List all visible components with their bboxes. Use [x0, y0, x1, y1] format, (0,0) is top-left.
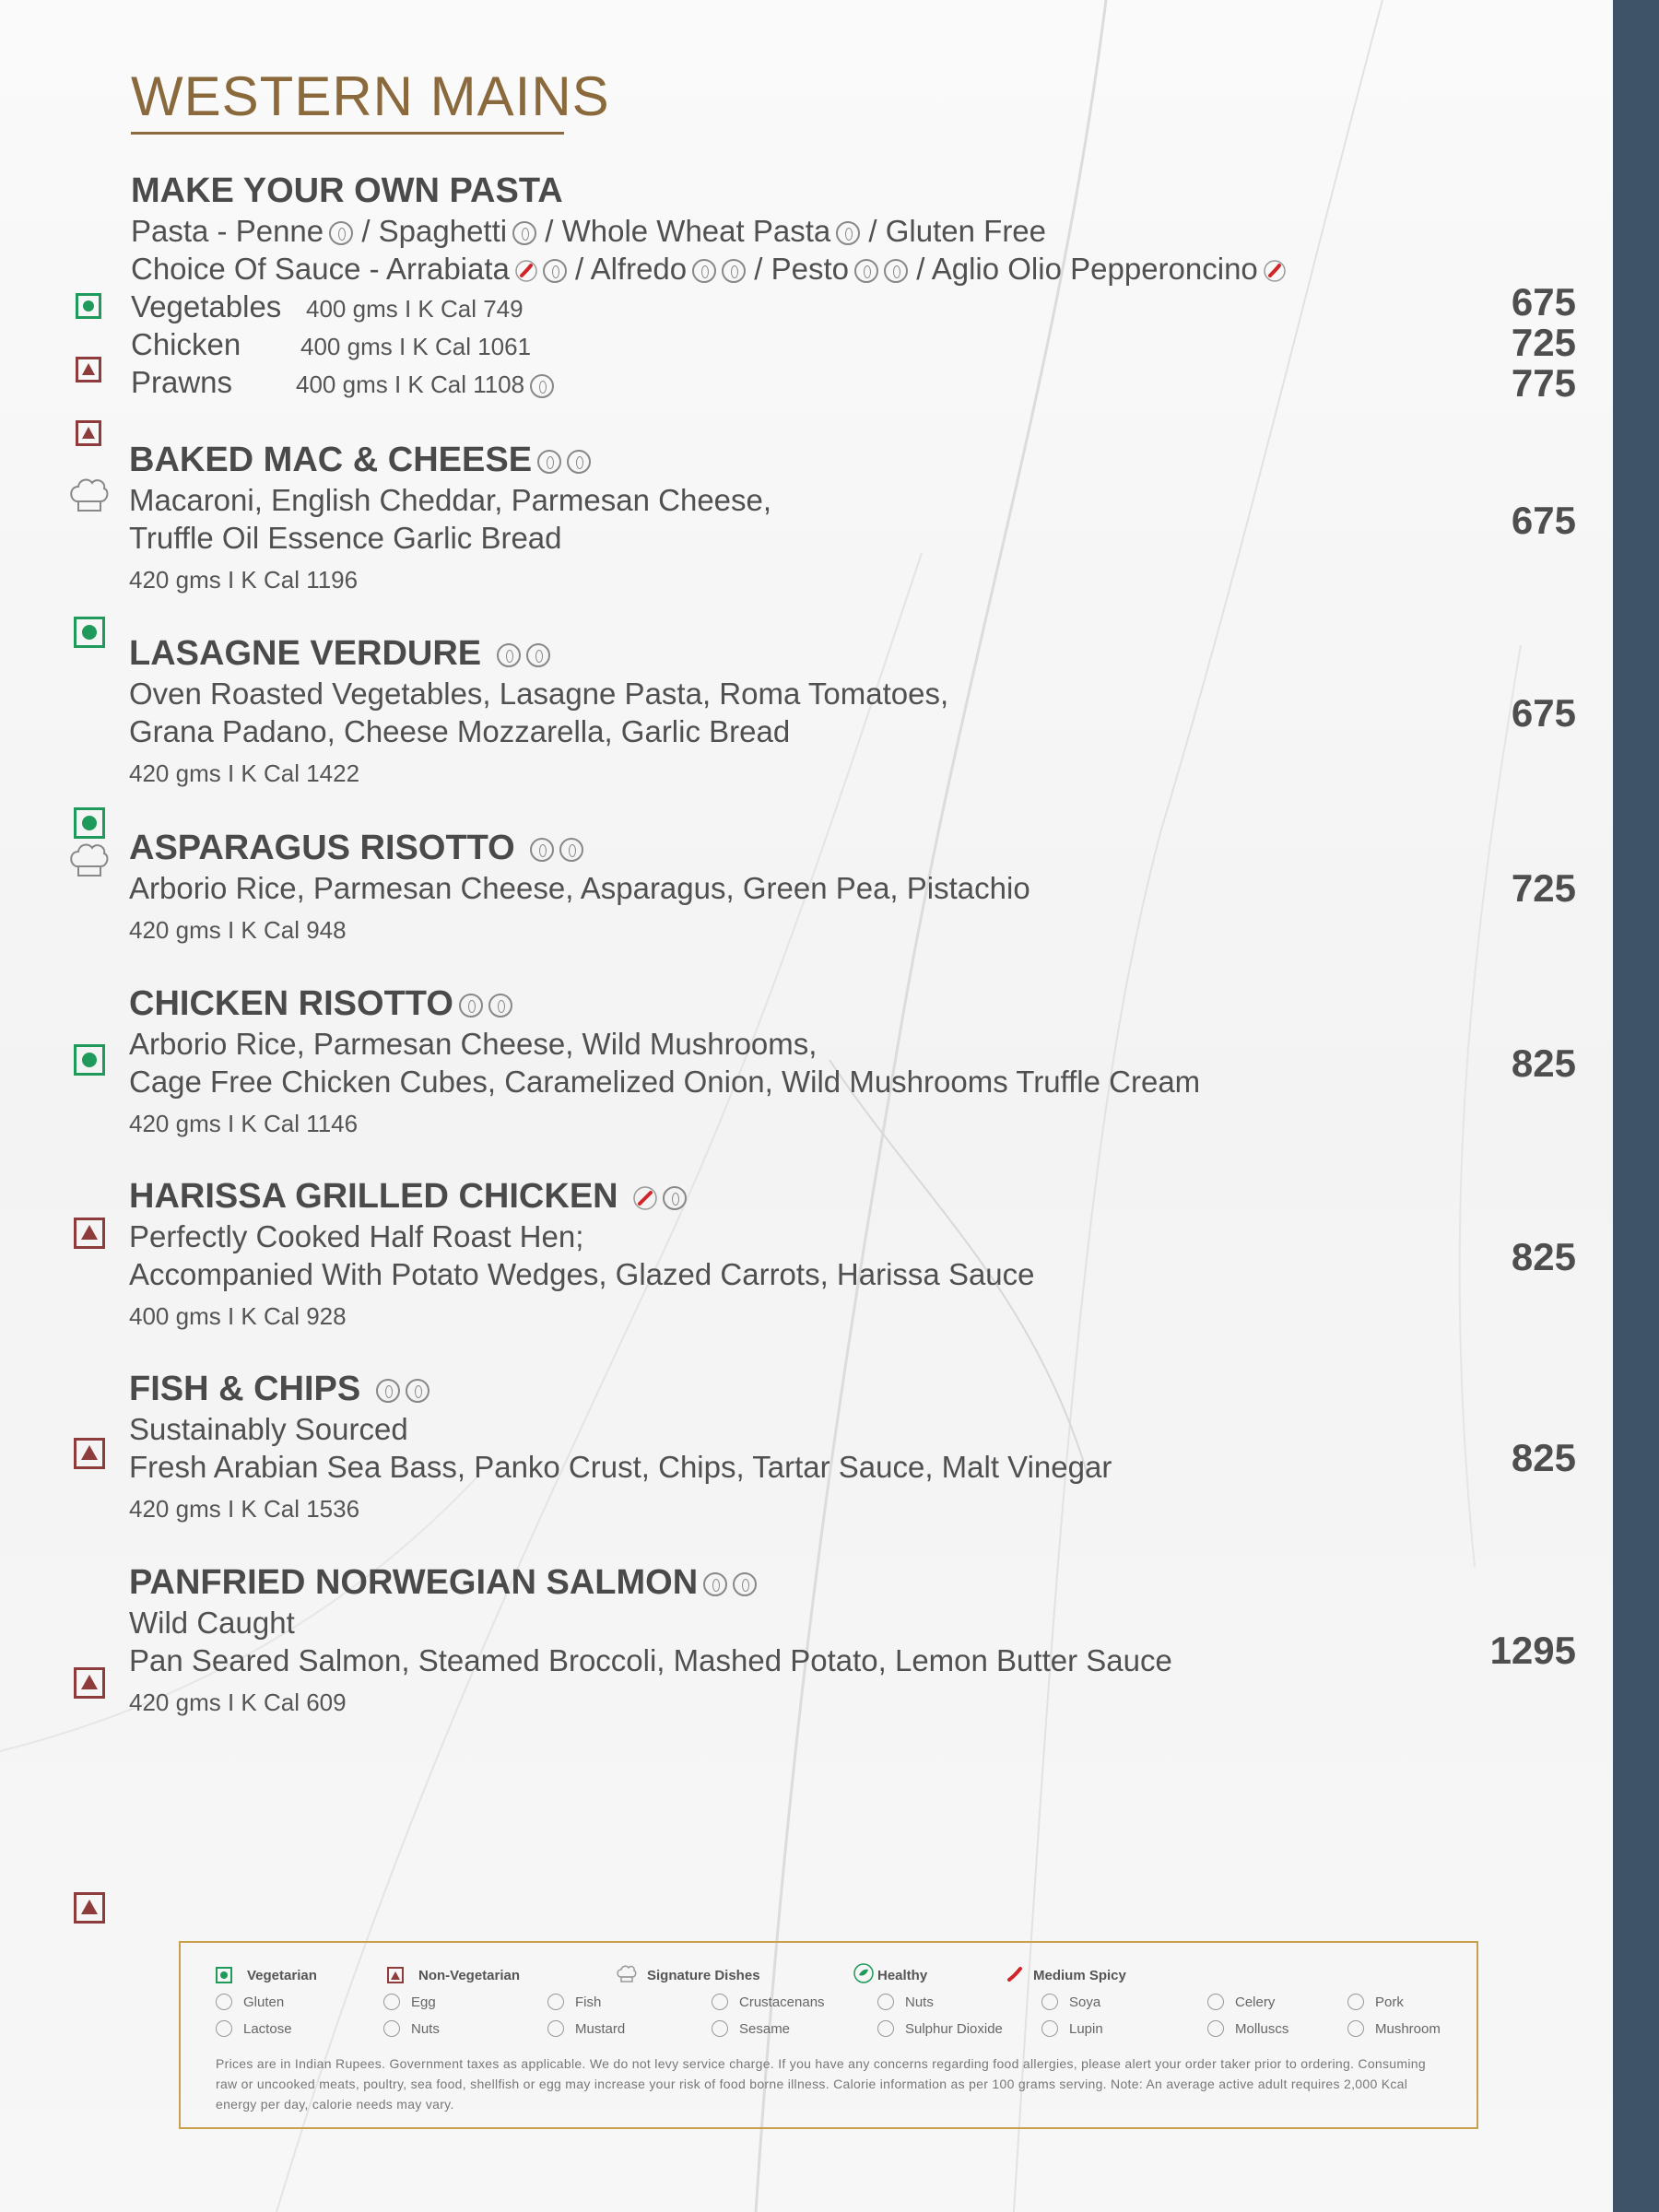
- title-underline: [131, 132, 564, 135]
- sauce-alfredo: / Alfredo: [575, 252, 688, 286]
- sidebar-stripe: [1613, 0, 1659, 2212]
- veg-marker: [76, 293, 101, 319]
- option-chicken-price: 725: [1511, 321, 1576, 364]
- legend-allergen: Lupin: [1069, 2021, 1103, 2037]
- legend-allergen: Fish: [575, 1994, 602, 2010]
- sauce-pesto: / Pesto: [754, 252, 850, 286]
- nonveg-marker: [76, 357, 101, 382]
- dish-price: 675: [1511, 499, 1576, 542]
- lactose-icon: [543, 259, 567, 283]
- molluscs-icon: [1207, 2020, 1224, 2037]
- veg-marker: [74, 807, 105, 839]
- dish-desc: Arborio Rice, Parmesan Cheese, Wild Mushrooms,: [129, 1027, 818, 1061]
- dish-meta: 420 gms I K Cal 1536: [129, 1495, 360, 1523]
- gluten-icon: [216, 1994, 232, 2010]
- legend-allergen: Egg: [411, 1994, 436, 2010]
- option-prawns-price: 775: [1511, 361, 1576, 405]
- legend-vegetarian: Vegetarian: [247, 1968, 317, 1983]
- mushroom-icon: [1347, 2020, 1364, 2037]
- lactose-icon: [854, 259, 878, 283]
- fish-icon: [703, 1572, 727, 1596]
- sesame-icon: [712, 2020, 728, 2037]
- lactose-icon: [530, 838, 554, 862]
- dish-title: [129, 1563, 757, 1603]
- nonveg-marker: [387, 1967, 404, 1983]
- option-prawns-meta: [296, 371, 554, 399]
- legend-allergen: Sulphur Dioxide: [905, 2021, 1003, 2037]
- option-chicken-meta: 400 gms I K Cal 1061: [300, 333, 532, 360]
- pasta-penne: Pasta - Penne: [131, 214, 324, 248]
- chili-icon: [1006, 1965, 1026, 1983]
- pasta-spaghetti: / Spaghetti: [361, 214, 508, 248]
- dish-meta: 420 gms I K Cal 948: [129, 916, 347, 944]
- nonveg-marker: [74, 1892, 105, 1924]
- crustaceans-icon: [712, 1994, 728, 2010]
- dish-price: 675: [1511, 691, 1576, 735]
- gluten-icon: [526, 643, 550, 667]
- lactose-icon: [216, 2020, 232, 2037]
- gluten-icon: [836, 221, 860, 245]
- dish-title: [129, 634, 550, 674]
- legend-allergen: Mushroom: [1375, 2021, 1441, 2037]
- lactose-icon: [537, 450, 561, 474]
- sauce-aglio: / Aglio Olio Pepperoncino: [916, 252, 1258, 286]
- veg-marker: [74, 1044, 105, 1076]
- dish-title: [129, 984, 512, 1024]
- dish-desc: Perfectly Cooked Half Roast Hen;: [129, 1219, 584, 1253]
- dish-desc: Truffle Oil Essence Garlic Bread: [129, 521, 562, 555]
- dish-meta: 400 gms I K Cal 928: [129, 1302, 347, 1330]
- veg-marker: [74, 617, 105, 648]
- dish-title-text: BAKED MAC & CHEESE: [129, 441, 533, 479]
- nuts-icon: [877, 1994, 894, 2010]
- dish-meta: 420 gms I K Cal 1196: [129, 566, 359, 594]
- legend-allergen: Gluten: [243, 1994, 285, 2010]
- dish-title-text: FISH & CHIPS: [129, 1370, 361, 1408]
- dish-title-text: CHICKEN RISOTTO: [129, 984, 453, 1023]
- legend-allergen: Nuts: [905, 1994, 934, 2010]
- option-vegetables-price: 675: [1511, 280, 1576, 324]
- crustaceans-icon: [530, 374, 554, 398]
- dish-desc: Grana Padano, Cheese Mozzarella, Garlic Bread: [129, 714, 791, 748]
- nonveg-marker: [76, 420, 101, 446]
- dish-desc: Arborio Rice, Parmesan Cheese, Asparagus, Green Pea, Pistachio: [129, 871, 1030, 905]
- nuts-icon: [559, 838, 583, 862]
- dish-meta: 420 gms I K Cal 1146: [129, 1110, 359, 1137]
- dish-price: 825: [1511, 1041, 1576, 1085]
- sulphur-dioxide-icon: [877, 2020, 894, 2037]
- nonveg-marker: [74, 1438, 105, 1469]
- dish-price: 725: [1511, 866, 1576, 910]
- pasta-title: MAKE YOUR OWN PASTA: [131, 171, 563, 210]
- pasta-gluten-free: / Gluten Free: [868, 214, 1047, 248]
- gluten-icon: [567, 450, 591, 474]
- page-title: WESTERN MAINS: [131, 65, 610, 127]
- lactose-icon: [497, 643, 521, 667]
- dish-price: 825: [1511, 1436, 1576, 1479]
- nuts-icon: [884, 259, 908, 283]
- legend-allergen: Sesame: [739, 2021, 791, 2037]
- legend-allergen: Lactose: [243, 2021, 292, 2037]
- dish-price: 825: [1511, 1235, 1576, 1278]
- chef-hat-icon: [67, 839, 110, 881]
- legend-allergen: Crustacenans: [739, 1994, 825, 2010]
- dish-desc: Accompanied With Potato Wedges, Glazed Carrots, Harissa Sauce: [129, 1257, 1035, 1291]
- dish-desc: Wild Caught: [129, 1606, 295, 1640]
- dish-price: 1295: [1489, 1629, 1576, 1672]
- lactose-icon: [692, 259, 716, 283]
- legend-notes: Prices are in Indian Rupees. Government taxes as applicable. We do not levy service charge. If you have any concerns regarding food allergies, please alert your order taker prior to ordering. Consuming raw or uncooked meats, poultry, sea food, shellfish or egg may increase your risk of food borne illness. Calorie information as per 100 grams serving. Note: An average active adult requires 2,000 Kcal energy per day, calorie needs may vary.: [216, 2056, 1426, 2112]
- dish-meta: 420 gms I K Cal 609: [129, 1688, 347, 1716]
- dish-title-text: LASAGNE VERDURE: [129, 634, 482, 673]
- legend-allergen: Soya: [1069, 1994, 1101, 2010]
- legend-non-vegetarian: Non-Vegetarian: [418, 1968, 521, 1983]
- celery-icon: [1207, 1994, 1224, 2010]
- option-prawns: Prawns: [131, 365, 233, 399]
- gluten-icon: [722, 259, 746, 283]
- nonveg-marker: [74, 1218, 105, 1249]
- gluten-icon: [329, 221, 353, 245]
- fish-icon: [406, 1379, 429, 1403]
- nonveg-marker: [74, 1667, 105, 1699]
- soya-icon: [1041, 1994, 1058, 2010]
- dish-title-text: PANFRIED NORWEGIAN SALMON: [129, 1563, 699, 1602]
- legend-spicy: Medium Spicy: [1033, 1968, 1126, 1983]
- pasta-whole-wheat: / Whole Wheat Pasta: [545, 214, 831, 248]
- legend-allergen: Nuts: [411, 2021, 440, 2037]
- dish-title: [129, 1177, 687, 1217]
- chili-icon: [1264, 260, 1286, 282]
- chili-icon: [515, 260, 537, 282]
- sauce-options-line: [131, 252, 1286, 287]
- dish-title-text: ASPARAGUS RISOTTO: [129, 829, 515, 867]
- mustard-icon: [547, 2020, 564, 2037]
- dish-meta: 420 gms I K Cal 1422: [129, 759, 360, 787]
- legend-allergen: Pork: [1375, 1994, 1404, 2010]
- chef-hat-icon: [616, 1963, 638, 1985]
- mushroom-icon: [488, 994, 512, 1018]
- legend-box: [179, 1941, 1478, 2129]
- option-chicken: Chicken: [131, 327, 241, 361]
- gluten-icon: [376, 1379, 400, 1403]
- legend-allergen: Celery: [1235, 1994, 1276, 2010]
- legend-signature: Signature Dishes: [647, 1968, 760, 1983]
- lactose-icon: [459, 994, 483, 1018]
- dish-title: [129, 441, 591, 480]
- dish-desc: Pan Seared Salmon, Steamed Broccoli, Mashed Potato, Lemon Butter Sauce: [129, 1643, 1172, 1677]
- gluten-icon: [512, 221, 536, 245]
- pork-icon: [1347, 1994, 1364, 2010]
- legend-healthy: Healthy: [877, 1968, 928, 1983]
- dish-title: [129, 829, 583, 868]
- fish-icon: [547, 1994, 564, 2010]
- lactose-icon: [663, 1186, 687, 1210]
- dish-desc: Oven Roasted Vegetables, Lasagne Pasta, Roma Tomatoes,: [129, 677, 949, 711]
- egg-icon: [383, 1994, 400, 2010]
- lactose-icon: [733, 1572, 757, 1596]
- dish-desc: Cage Free Chicken Cubes, Caramelized Onion, Wild Mushrooms Truffle Cream: [129, 1065, 1201, 1099]
- lupin-icon: [1041, 2020, 1058, 2037]
- dish-desc: Fresh Arabian Sea Bass, Panko Crust, Chips, Tartar Sauce, Malt Vinegar: [129, 1450, 1112, 1484]
- dish-title-text: HARISSA GRILLED CHICKEN: [129, 1177, 618, 1216]
- healthy-icon: [853, 1963, 874, 1983]
- option-vegetables-meta: 400 gms I K Cal 749: [306, 295, 524, 323]
- dish-title: [129, 1370, 429, 1409]
- pasta-options-line: [131, 214, 1046, 249]
- veg-marker: [216, 1967, 232, 1983]
- sauce-arrabiata: Choice Of Sauce - Arrabiata: [131, 252, 510, 286]
- dish-desc: Sustainably Sourced: [129, 1412, 408, 1446]
- chef-hat-icon: [67, 474, 110, 516]
- option-vegetables: Vegetables: [131, 289, 282, 324]
- legend-allergen: Mustard: [575, 2021, 626, 2037]
- option-prawns-meta-text: 400 gms I K Cal 1108: [296, 371, 525, 398]
- nuts-icon: [383, 2020, 400, 2037]
- dish-desc: Macaroni, English Cheddar, Parmesan Cheese,: [129, 483, 772, 517]
- chili-icon: [633, 1186, 657, 1210]
- legend-allergen: Molluscs: [1235, 2021, 1289, 2037]
